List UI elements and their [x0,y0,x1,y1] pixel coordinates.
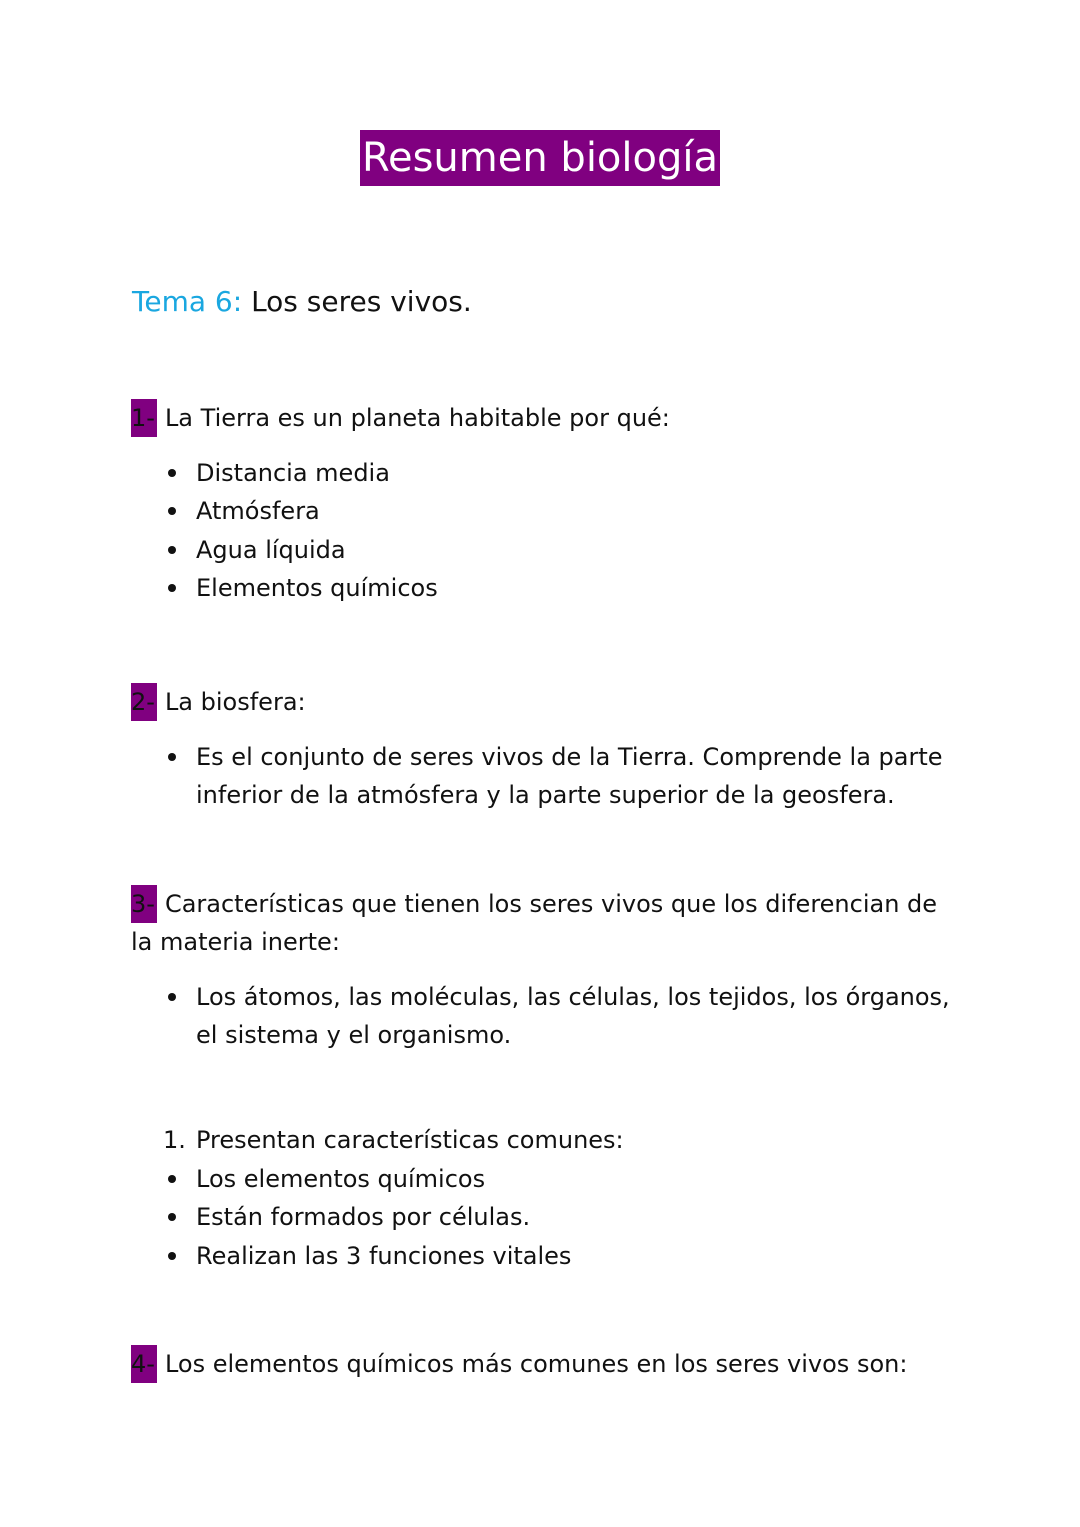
bullet-icon [168,584,176,592]
section-heading-text: Características que tienen los seres vivos que los diferencian de la materia inerte: [131,890,938,956]
title-container [0,130,1080,186]
list-item-text: Atmósfera [196,497,320,526]
list-item [163,569,963,607]
bullet-icon [168,546,176,554]
numbered-item [163,1121,624,1159]
section-1-list [163,454,963,607]
section-4-heading [131,1345,951,1383]
list-item [163,454,963,492]
bullet-icon [168,507,176,515]
list-item [163,978,963,1055]
bullet-icon [168,993,176,1001]
list-item-text: Agua líquida [196,535,346,564]
bullet-icon [168,1213,176,1221]
bullet-icon [168,469,176,477]
page-title: Resumen biología [360,130,720,186]
topic-text: Los seres vivos. [251,285,472,318]
list-item [163,1160,963,1198]
section-number: 4- [131,1345,157,1383]
section-heading-text: La Tierra es un planeta habitable por qué: [164,404,670,432]
list-item-text: Los átomos, las moléculas, las células, los tejidos, los órganos, el sistema y el organismo. [196,983,950,1050]
list-item-text: Es el conjunto de seres vivos de la Tierra. Comprende la parte inferior de la atmósfera y la parte superior de la geosfera. [196,743,943,810]
section-heading-text: La biosfera: [164,688,306,716]
section-3-sub-list [163,1160,963,1275]
section-2-list [163,738,943,815]
list-item-text: Están formados por células. [196,1203,531,1232]
section-number: 1- [131,399,157,437]
list-item [163,531,963,569]
list-item-text: Elementos químicos [196,573,438,602]
list-item [163,1237,963,1275]
bullet-icon [168,1252,176,1260]
section-heading-text: Los elementos químicos más comunes en los seres vivos son: [164,1350,908,1378]
bullet-icon [168,753,176,761]
list-item [163,1198,963,1236]
section-number: 2- [131,683,157,721]
section-1-heading [131,399,951,437]
section-3-list [163,978,963,1055]
list-item-text: Los elementos químicos [196,1165,486,1193]
bullet-icon [168,1175,176,1183]
section-number: 3- [131,885,157,923]
section-2-heading [131,683,951,721]
numbered-text: Presentan características comunes: [196,1126,624,1154]
topic-heading [132,282,472,322]
topic-label: Tema 6: [132,285,243,318]
list-item [163,738,943,815]
numbered-marker: 1. [163,1126,186,1154]
section-3-heading [131,885,941,961]
list-item-text: Distancia media [196,459,390,487]
list-item [163,492,963,530]
list-item-text: Realizan las 3 funciones vitales [196,1241,572,1270]
